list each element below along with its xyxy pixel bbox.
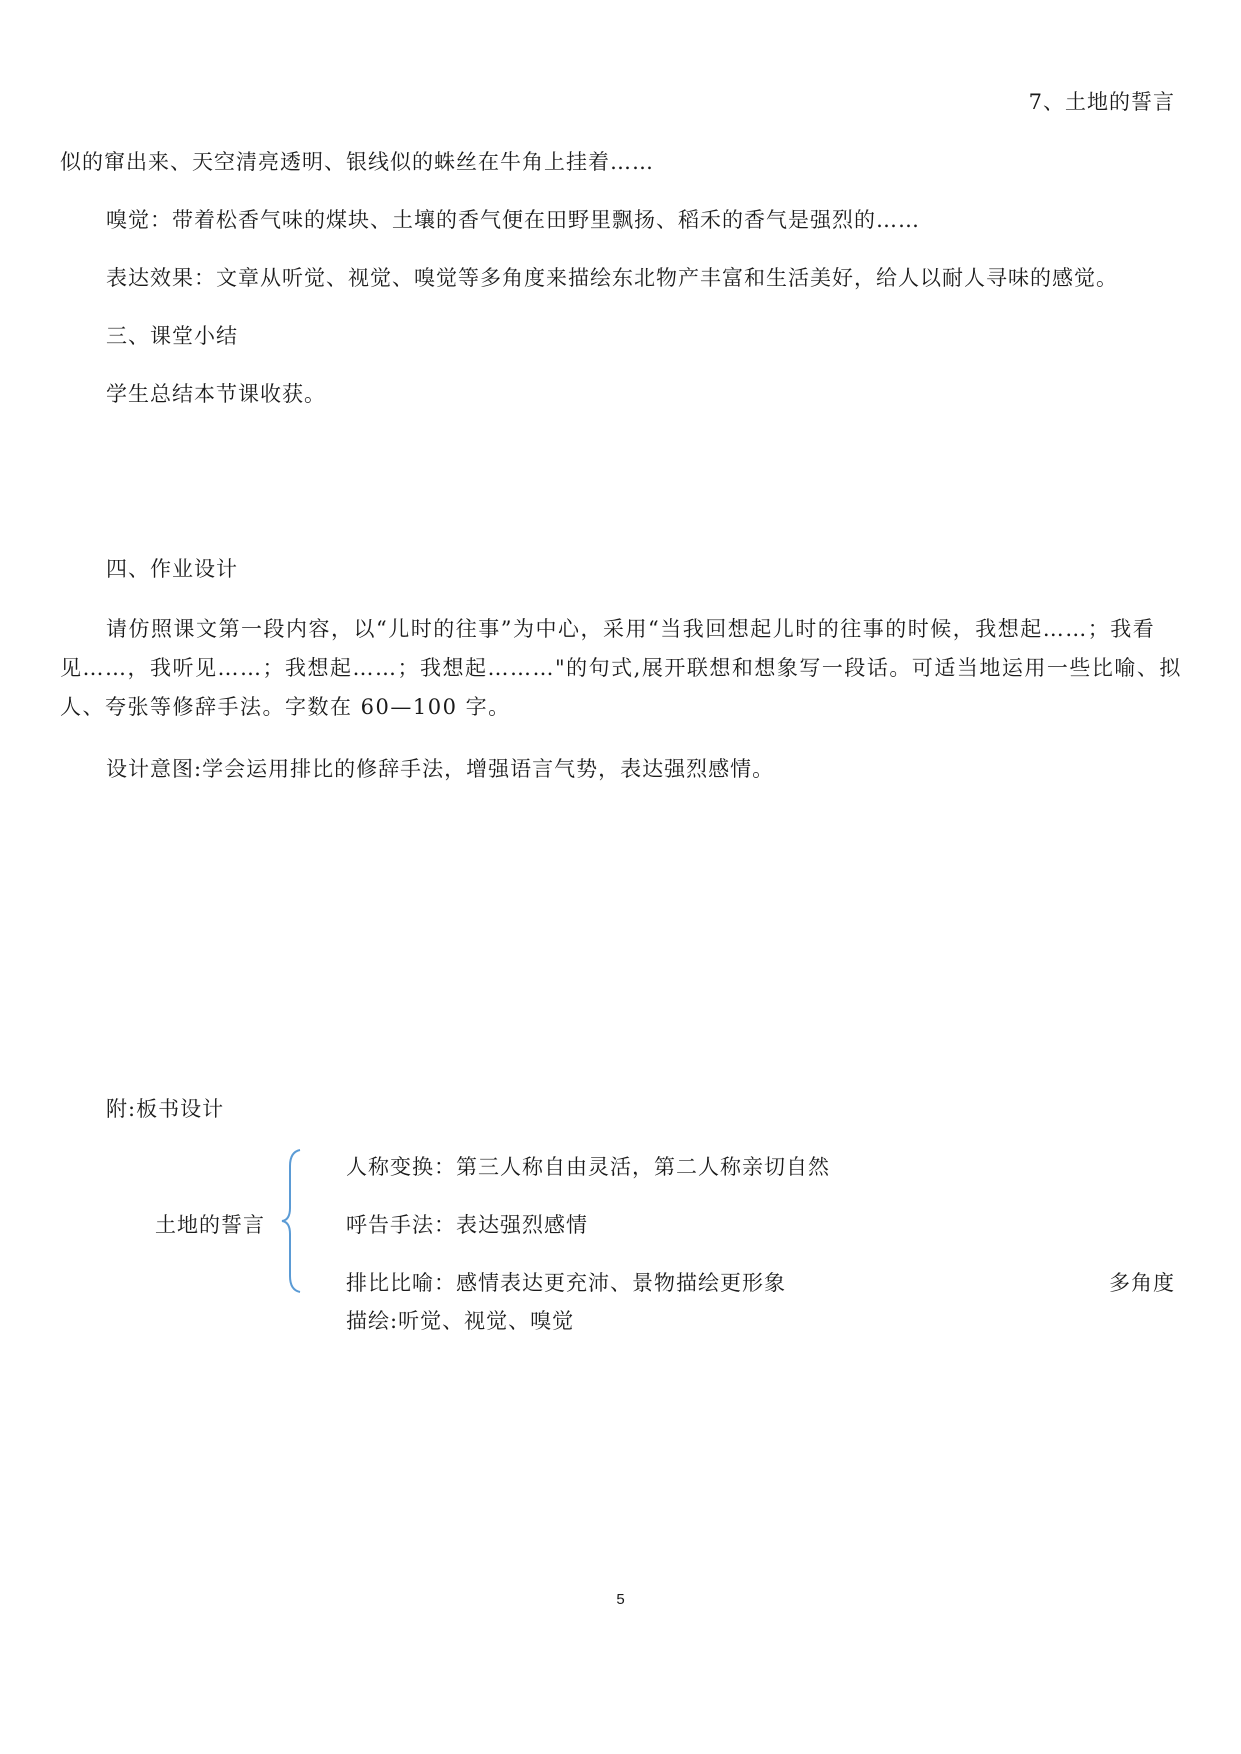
section-heading-summary: 三、课堂小结 xyxy=(106,324,238,348)
paragraph-visual-continued: 似的窜出来、天空清亮透明、银线似的蛛丝在牛角上挂着…… xyxy=(60,150,654,174)
board-item-person-change: 人称变换：第三人称自由灵活，第二人称亲切自然 xyxy=(346,1155,830,1179)
paragraph-homework: 请仿照课文第一段内容，以“儿时的往事”为中心，采用“当我回想起儿时的往事的时候，我想起……；我看见……，我听见……；我想起……；我想起………"的句式,展开联想和想象写一段话。可适当地运用一些比喻、拟人、夸张等修辞手法。字数在 60—100 字。 xyxy=(60,617,1182,719)
paragraph-smell: 嗅觉：带着松香气味的煤块、土壤的香气便在田野里飘扬、稻禾的香气是强烈的…… xyxy=(106,208,920,232)
section-heading-homework: 四、作业设计 xyxy=(106,557,238,581)
board-title: 土地的誓言 xyxy=(155,1213,265,1237)
board-item-multi-angle: 多角度 xyxy=(1109,1271,1175,1295)
board-item-apostrophe: 呼告手法：表达强烈感情 xyxy=(346,1213,588,1237)
section-heading-board-design: 附:板书设计 xyxy=(106,1097,225,1121)
page-header-title: 7、土地的誓言 xyxy=(1028,90,1175,114)
page-number: 5 xyxy=(616,1591,625,1608)
board-item-description-senses: 描绘:听觉、视觉、嗅觉 xyxy=(346,1309,575,1333)
paragraph-design-intent: 设计意图:学会运用排比的修辞手法，增强语言气势，表达强烈感情。 xyxy=(106,757,775,781)
paragraph-summary: 学生总结本节课收获。 xyxy=(106,382,326,406)
paragraph-expression-effect: 表达效果：文章从听觉、视觉、嗅觉等多角度来描绘东北物产丰富和生活美好，给人以耐人寻味的感觉。 xyxy=(106,266,1118,290)
curly-brace-icon xyxy=(280,1148,304,1294)
board-item-parallelism-metaphor: 排比比喻：感情表达更充沛、景物描绘更形象 xyxy=(346,1271,786,1295)
